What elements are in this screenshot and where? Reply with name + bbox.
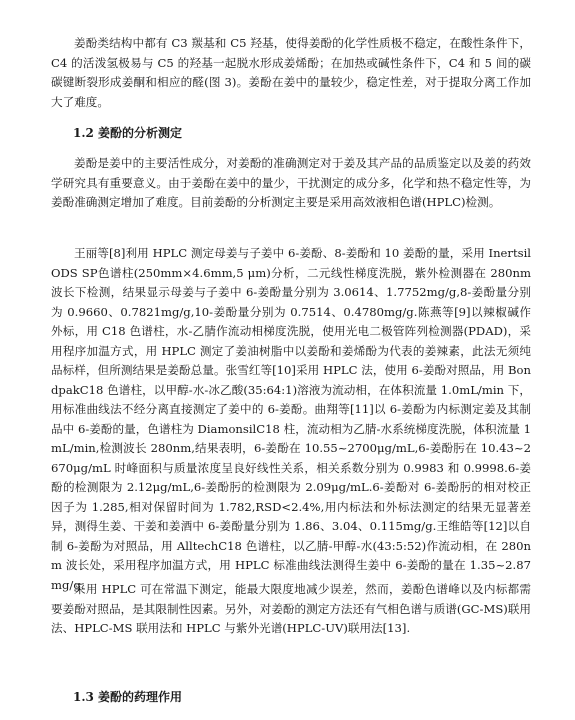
section-heading-analysis: 1.2 姜酚的分析测定: [73, 126, 183, 140]
section-heading-pharmacology: 1.3 姜酚的药理作用: [73, 690, 183, 704]
paragraph-hplc-summary: 采用 HPLC 可在常温下测定，能最大限度地减少误差，然而，姜酚色谱峰以及内标都需要姜酚对照品，是其限制性因素。另外，对姜酚的测定方法还有气相色谱与质谱(GC-MS)联用法、HPLC-MS 联用法和 HPLC 与紫外光谱(HPLC-UV)联用法[13].: [51, 582, 531, 635]
paragraph-analysis-intro: 姜酚是姜中的主要活性成分，对姜酚的准确测定对于姜及其产品的品质鉴定以及姜的药效学研究具有重要意义。由于姜酚在姜中的量少，干扰测定的成分多，化学和热不稳定性等，为姜酚准确测定增加了难度。目前姜酚的分析测定主要是采用高效液相色谱(HPLC)检测。: [51, 156, 531, 209]
paragraph-gingerol-stability: 姜酚类结构中都有 C3 羰基和 C5 羟基，使得姜酚的化学性质极不稳定，在酸性条件下，C4 的活泼氢极易与 C5 的羟基一起脱水形成姜烯酚；在加热或碱性条件下，C4 和 5 间的碳碳键断裂形成姜酮和相应的醛(图 3)。姜酚在姜中的量较少，稳定性差，对于提取分离工作加大了难度。: [51, 36, 531, 109]
paragraph-hplc-studies: 王丽等[8]利用 HPLC 测定母姜与子姜中 6-姜酚、8-姜酚和 10 姜酚的量，采用 InertsilODS SP色谱柱(250mm×4.6mm,5 μm)分析，二元线性梯度洗脱，紫外检测器在 280nm 波长下检测，结果显示母姜与子姜中 6-姜酚量分别为 3.0614、1.7752mg/g,8-姜酚量分别为 0.9660、0.7821mg/g,10-姜酚量分别为 0.7514、0.4780mg/g.陈燕等[9]以辣椒碱作外标，用 C18 色谱柱，水-乙腈作流动相梯度洗脱，使用光电二极管阵列检测器(PDAD)，采用程序加温方式，用 HPLC 测定了姜油树脂中以姜酚和姜烯酚为代表的姜辣素，此法无须纯品标样，但所测结果是姜酚总量。张雪红等[10]采用 HPLC 法，使用 6-姜酚对照品，用 BondpakC18 色谱柱，以甲醇-水-冰乙酸(35:64:1)溶液为流动相，在体积流量 1.0mL/min 下，用标准曲线法不经分离直接测定了姜中的 6-姜酚。曲翔等[11]以 6-姜酚为内标测定姜及其制品中 6-姜酚的量，色谱柱为 DiamonsilC18 柱，流动相为乙腈-水系统梯度洗脱，体积流量 1mL/min,检测波长 280nm,结果表明，6-姜酚在 10.55~2700μg/mL,6-姜酚肟在 10.43~2670μg/mL 时峰面积与质量浓度呈良好线性关系，相关系数分别为 0.9983 和 0.9998.6-姜酚的检测限为 2.12μg/mL,6-姜酚肟的检测限为 2.09μg/mL.6-姜酚对 6-姜酚肟的相对校正因子为 1.285,相对保留时间为 1.782,RSD<2.4%,用内标法和外标法测定的结果无显著差异，测得生姜、干姜和姜酒中 6-姜酚量分别为 1.86、3.04、0.115mg/g.王维皓等[12]以自制 6-姜酚为对照品，用 AlltechC18 色谱柱，以乙腈-甲醇-水(43:5:52)作流动相，在 280nm 波长处，采用程序加温方式，用 HPLC 标准曲线法测得生姜中 6-姜酚的量在 1.35~2.87mg/g.: [51, 246, 531, 592]
